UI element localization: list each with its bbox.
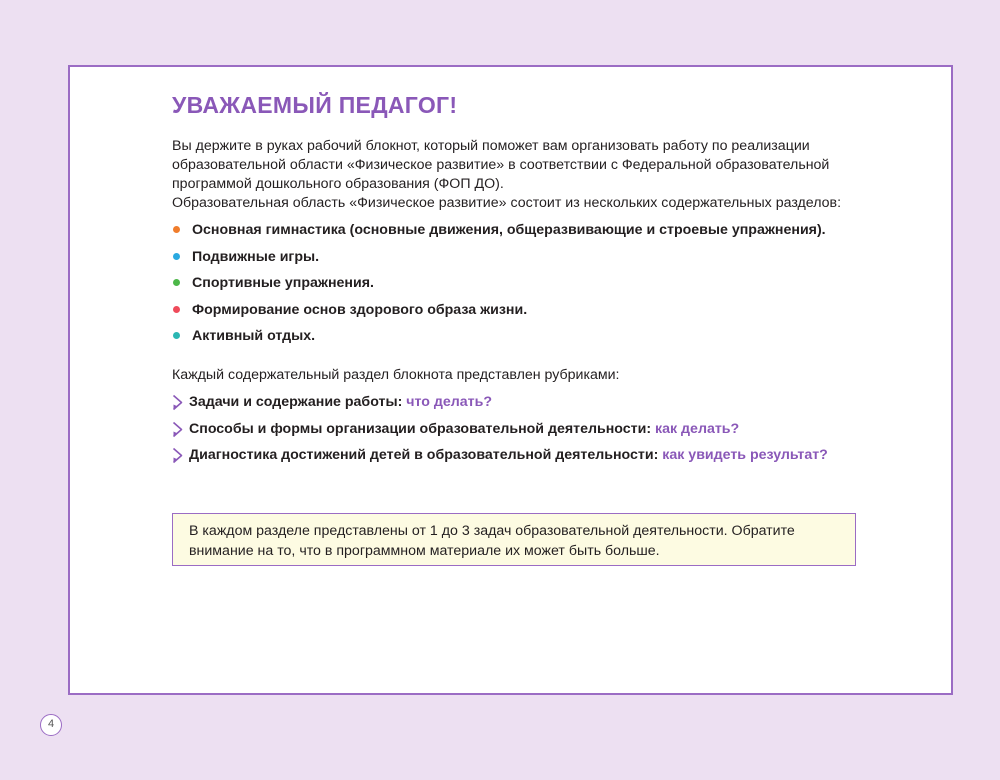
bullet-dot-icon <box>173 226 180 233</box>
list-item <box>172 274 862 293</box>
list-item <box>172 393 862 412</box>
triangle-arrow-icon <box>172 421 183 438</box>
list-item <box>172 446 862 465</box>
bullet-dot-icon <box>173 306 180 313</box>
page-frame <box>68 65 953 695</box>
rubric-label: Способы и формы организации образовательной деятельности: <box>189 420 652 437</box>
page-content <box>172 91 862 473</box>
note-box: В каждом разделе представлены от 1 до 3 задач образовательной деятельности. Обратите внимание на то, что в программном материале их может быть больше. <box>172 513 856 566</box>
bullet-dot-icon <box>173 253 180 260</box>
section-label: Активный отдых. <box>192 328 316 344</box>
rubric-question: что делать? <box>406 394 492 410</box>
rubric-label: Диагностика достижений детей в образовательной деятельности: <box>189 447 659 463</box>
rubrics-intro: Каждый содержательный раздел блокнота представлен рубриками: <box>172 367 620 383</box>
intro-paragraph-2: Образовательная область «Физическое развитие» состоит из нескольких содержательных разделов: <box>172 195 842 211</box>
rubrics-list <box>172 393 862 465</box>
section-label: Основная гимнастика (основные движения, общеразвивающие и строевые упражнения). <box>192 222 826 238</box>
page-title: УВАЖАЕМЫЙ ПЕДАГОГ! <box>172 92 458 118</box>
page-number: 4 <box>40 714 62 736</box>
list-item <box>172 420 862 439</box>
triangle-arrow-icon <box>172 447 183 464</box>
intro-text <box>172 137 862 213</box>
section-label: Спортивные упражнения. <box>192 275 374 291</box>
section-label: Формирование основ здорового образа жизни. <box>192 301 528 318</box>
sections-list <box>172 221 862 346</box>
list-item <box>172 248 862 267</box>
bullet-dot-icon <box>173 279 180 286</box>
list-item <box>172 301 862 320</box>
list-item <box>172 327 862 346</box>
bullet-dot-icon <box>173 332 180 339</box>
section-label: Подвижные игры. <box>192 248 320 265</box>
list-item <box>172 221 862 240</box>
rubric-question: как увидеть результат? <box>662 447 828 463</box>
triangle-arrow-icon <box>172 394 183 411</box>
intro-paragraph-1: Вы держите в руках рабочий блокнот, который поможет вам организовать работу по реализации образовательной области «Физическое развитие» в соответствии с Федеральной образовательной программой дошкольного образования (ФОП ДО). <box>172 138 830 192</box>
rubric-label: Задачи и содержание работы: <box>189 394 403 410</box>
rubric-question: как делать? <box>655 420 740 437</box>
